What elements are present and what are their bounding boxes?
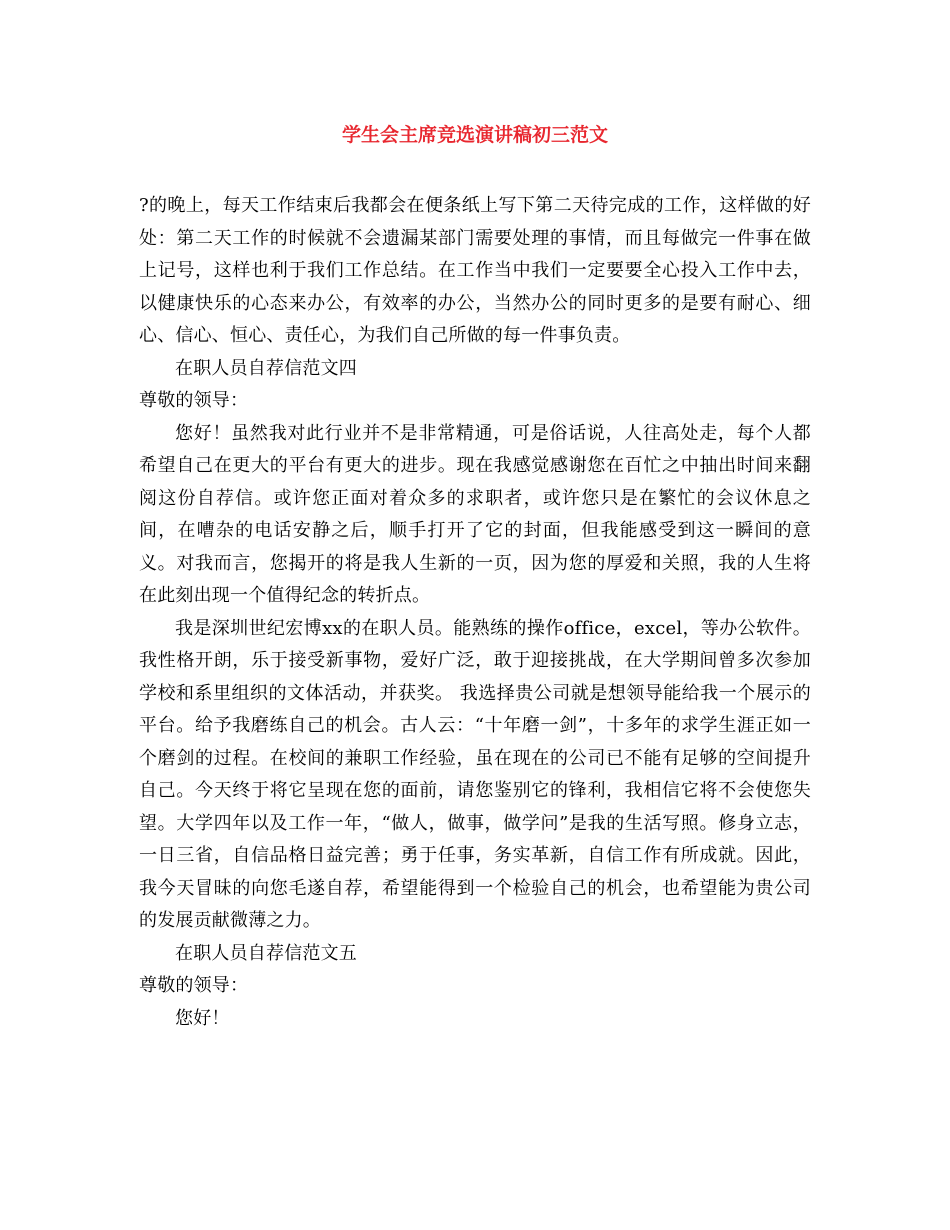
paragraph-greeting-intro: 您好！虽然我对此行业并不是非常精通，可是俗话说，人往高处走，每个人都希望自己在更大的平台有更大的进步。现在我感觉感谢您在百忙之中抽出时间来翻阅这份自荐信。或许您正面对着众多的求职者，或许您只是在繁忙的会议休息之间，在嘈杂的电话安静之后，顺手打开了它的封面，但我能感受到这一瞬间的意义。对我而言，您揭开的将是我人生新的一页，因为您的厚爱和关照，我的人生将在此刻出现一个值得纪念的转折点。	[139, 422, 811, 606]
document-title: 学生会主席竞选演讲稿初三范文	[341, 124, 608, 146]
greeting-line: 您好！	[175, 1007, 230, 1029]
paragraph-self-introduction: 我是深圳世纪宏博xx的在职人员。能熟练的操作office，excel，等办公软件。我性格开朗，乐于接受新事物，爱好广泛，敢于迎接挑战，在大学期间曾多次参加学校和系里组织的文体活动，并获奖。 我选择贵公司就是想领导能给我一个展示的平台。给予我磨练自己的机会。古人云：“十年磨一剑”，十多年的求学生涯正如一个磨剑的过程。在校间的兼职工作经验，虽在现在的公司已不能有足够的空间提升自己。今天终于将它呈现在您的面前，请您鉴别它的锋利，我相信它将不会使您失望。大学四年以及工作一年，“做人，做事，做学问”是我的生活写照。修身立志，一日三省，自信品格日益完善；勇于任事，务实革新，自信工作有所成就。因此，我今天冒昧的向您毛遂自荐，希望能得到一个检验自己的机会，也希望能为贵公司的发展贡献微薄之力。	[139, 617, 811, 931]
paragraph-work-habits: ?的晚上，每天工作结束后我都会在便条纸上写下第二天待完成的工作，这样做的好处：第二天工作的时候就不会遗漏某部门需要处理的事情，而且每做完一件事在做上记号，这样也利于我们工作总结。在工作当中我们一定要要全心投入工作中去，以健康快乐的心态来办公，有效率的办公，当然办公的同时更多的是要有耐心、细心、信心、恒心、责任心，为我们自己所做的每一件事负责。	[139, 195, 811, 346]
salutation: 尊敬的领导：	[139, 390, 249, 411]
section-heading-sample-five: 在职人员自荐信范文五	[175, 942, 357, 964]
salutation-second: 尊敬的领导：	[139, 975, 249, 996]
document-body	[139, 190, 811, 1035]
section-heading-sample-four: 在职人员自荐信范文四	[175, 357, 357, 379]
